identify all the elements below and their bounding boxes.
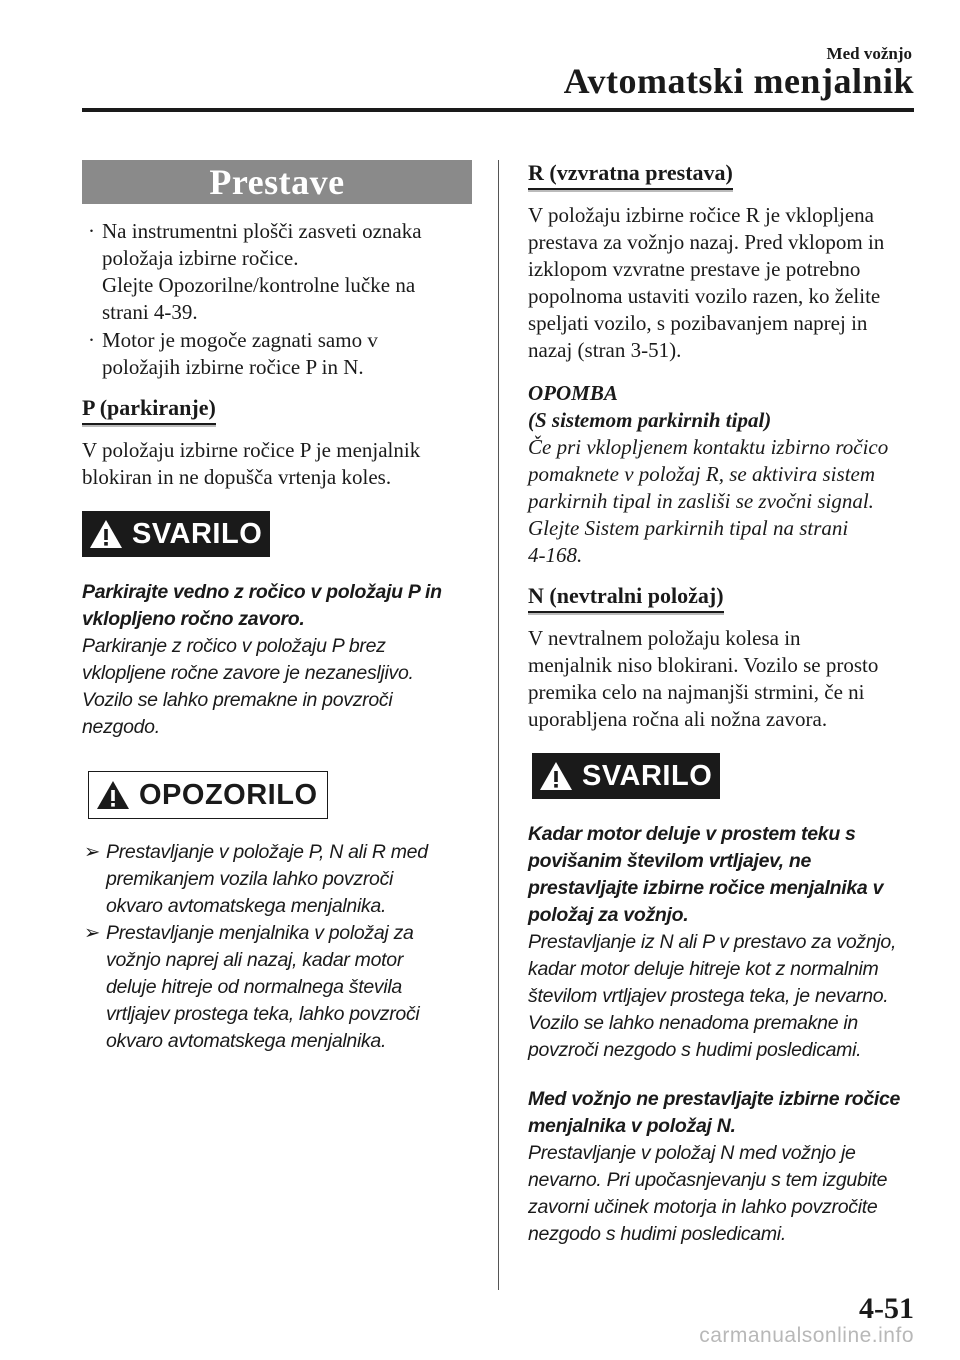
intro-bullet-list xyxy=(82,218,472,381)
line: izklopom vzvratne prestave je potrebno xyxy=(528,257,861,281)
n-heading: N (nevtralni položaj) xyxy=(528,583,724,613)
line: vklopljene ročne zavore je nezanesljivo. xyxy=(82,662,414,684)
note-block xyxy=(528,380,918,569)
bullet-item xyxy=(82,327,472,381)
danger-bold-text xyxy=(82,579,472,633)
warning-triangle-icon xyxy=(538,760,574,792)
note-subtitle: (S sistemom parkirnih tipal) xyxy=(528,408,772,432)
line: okvaro avtomatskega menjalnika. xyxy=(106,1030,387,1052)
warning-item xyxy=(82,920,472,1055)
line: Prestavljanje menjalnika v položaj za xyxy=(106,922,414,944)
line: Vozilo se lahko premakne in povzroči xyxy=(82,689,393,711)
line: kadar motor deluje hitreje kot z normalnim xyxy=(528,958,879,980)
line: okvaro avtomatskega menjalnika. xyxy=(106,895,387,917)
line: nazaj (stran 3-51). xyxy=(528,338,682,362)
line: parkirnih tipal in zasliši se zvočni signal. xyxy=(528,489,874,513)
p-paragraph xyxy=(82,437,472,491)
warning-triangle-icon xyxy=(88,518,124,550)
line: Če pri vklopljenem kontaktu izbirno ročico xyxy=(528,435,889,459)
danger-content xyxy=(82,579,472,741)
arrow-bullet-icon: ➢ xyxy=(84,922,101,944)
line: položaj za vožnjo. xyxy=(528,904,689,926)
line: Glejte Opozorilne/kontrolne lučke na xyxy=(102,273,416,297)
line: speljati vozilo, s pozibavanjem naprej in xyxy=(528,311,868,335)
line: pomaknete v položaj R, se aktivira sistem xyxy=(528,462,876,486)
line: Prestavljanje iz N ali P v prestavo za vožnjo, xyxy=(528,931,897,953)
note-title: OPOMBA xyxy=(528,381,618,405)
warning-triangle-icon xyxy=(95,779,131,811)
line: V položaju izbirne ročice R je vklopljena xyxy=(528,203,874,227)
line: menjalnika v položaj N. xyxy=(528,1115,736,1137)
line: Vozilo se lahko nenadoma premakne in xyxy=(528,1012,858,1034)
line: V položaju izbirne ročice P je menjalnik xyxy=(82,438,421,462)
p-heading: P (parkiranje) xyxy=(82,395,216,425)
line: vožnjo naprej ali nazaj, kadar motor xyxy=(106,949,404,971)
line: deluje hitreje od normalnega števila xyxy=(106,976,402,998)
line: menjalnik niso blokirani. Vozilo se prosto xyxy=(528,653,879,677)
danger-badge xyxy=(532,753,720,799)
line: blokiran in ne dopušča vrtenja koles. xyxy=(82,465,392,489)
header-section-label: Med vožnjo xyxy=(826,44,912,63)
line: položaja izbirne ročice. xyxy=(102,246,299,270)
line: uporabljena ročna ali nožna zavora. xyxy=(528,707,828,731)
line: premikanjem vozila lahko povzroči xyxy=(106,868,394,890)
line: Parkirajte vedno z ročico v položaju P in xyxy=(82,581,442,603)
header-rule xyxy=(82,108,914,112)
r-heading: R (vzvratna prestava) xyxy=(528,160,733,190)
n-paragraph xyxy=(528,625,918,733)
danger-label: SVARILO xyxy=(132,517,263,550)
danger-badge xyxy=(82,511,270,557)
bullet-dot: · xyxy=(88,328,95,352)
danger-bold-text xyxy=(528,1086,918,1140)
line: Parkiranje z ročico v položaju P brez xyxy=(82,635,386,657)
warning-label: OPOZORILO xyxy=(139,778,318,811)
line: Med vožnjo ne prestavljajte izbirne ročice xyxy=(528,1088,901,1110)
line: prestava za vožnjo nazaj. Pred vklopom in xyxy=(528,230,885,254)
line: nevarno. Pri upočasnjevanju s tem izgubite xyxy=(528,1169,888,1191)
line: zavorni učinek motorja in lahko povzročite xyxy=(528,1196,878,1218)
right-column xyxy=(528,160,918,1248)
line: prestavljajte izbirne ročice menjalnika v xyxy=(528,877,884,899)
danger-content-2 xyxy=(528,1086,918,1248)
bullet-item xyxy=(82,218,472,326)
danger-label: SVARILO xyxy=(582,759,713,792)
line: popolnoma ustaviti vozilo razen, ko želite xyxy=(528,284,881,308)
left-column xyxy=(82,160,472,1055)
line: Prestavljanje v položaje P, N ali R med xyxy=(106,841,428,863)
arrow-bullet-icon: ➢ xyxy=(84,841,101,863)
line: Motor je mogoče zagnati samo v xyxy=(102,328,378,352)
warning-badge xyxy=(88,771,328,819)
page-number: 4-51 xyxy=(859,1292,914,1325)
line: številom vrtljajev prostega teka, je nevarno. xyxy=(528,985,889,1007)
line: povišanim številom vrtljajev, ne xyxy=(528,850,812,872)
column-divider xyxy=(498,160,499,1290)
watermark: carmanualsonline.info xyxy=(699,1324,914,1347)
line: Na instrumentni plošči zasveti oznaka xyxy=(102,219,422,243)
line: Kadar motor deluje v prostem teku s xyxy=(528,823,856,845)
warning-list xyxy=(82,839,472,1055)
header-title: Avtomatski menjalnik xyxy=(563,61,914,101)
line: strani 4-39. xyxy=(102,300,198,324)
line: V nevtralnem položaju kolesa in xyxy=(528,626,801,650)
danger-content-1 xyxy=(528,821,918,1064)
warning-item xyxy=(82,839,472,920)
line: 4-168. xyxy=(528,543,583,567)
line: nezgodo s hudimi posledicami. xyxy=(528,1223,786,1245)
line: vrtljajev prostega teka, lahko povzroči xyxy=(106,1003,420,1025)
r-paragraph xyxy=(528,202,918,364)
line: nezgodo. xyxy=(82,716,160,738)
line: vklopljeno ročno zavoro. xyxy=(82,608,305,630)
line: Glejte Sistem parkirnih tipal na strani xyxy=(528,516,849,540)
bullet-dot: · xyxy=(88,219,95,243)
line: povzroči nezgodo s hudimi posledicami. xyxy=(528,1039,862,1061)
line: položajih izbirne ročice P in N. xyxy=(102,355,364,379)
danger-bold-text xyxy=(528,821,918,929)
line: premika celo na najmanjši strmini, če ni xyxy=(528,680,865,704)
section-banner: Prestave xyxy=(82,160,472,204)
line: Prestavljanje v položaj N med vožnjo je xyxy=(528,1142,856,1164)
